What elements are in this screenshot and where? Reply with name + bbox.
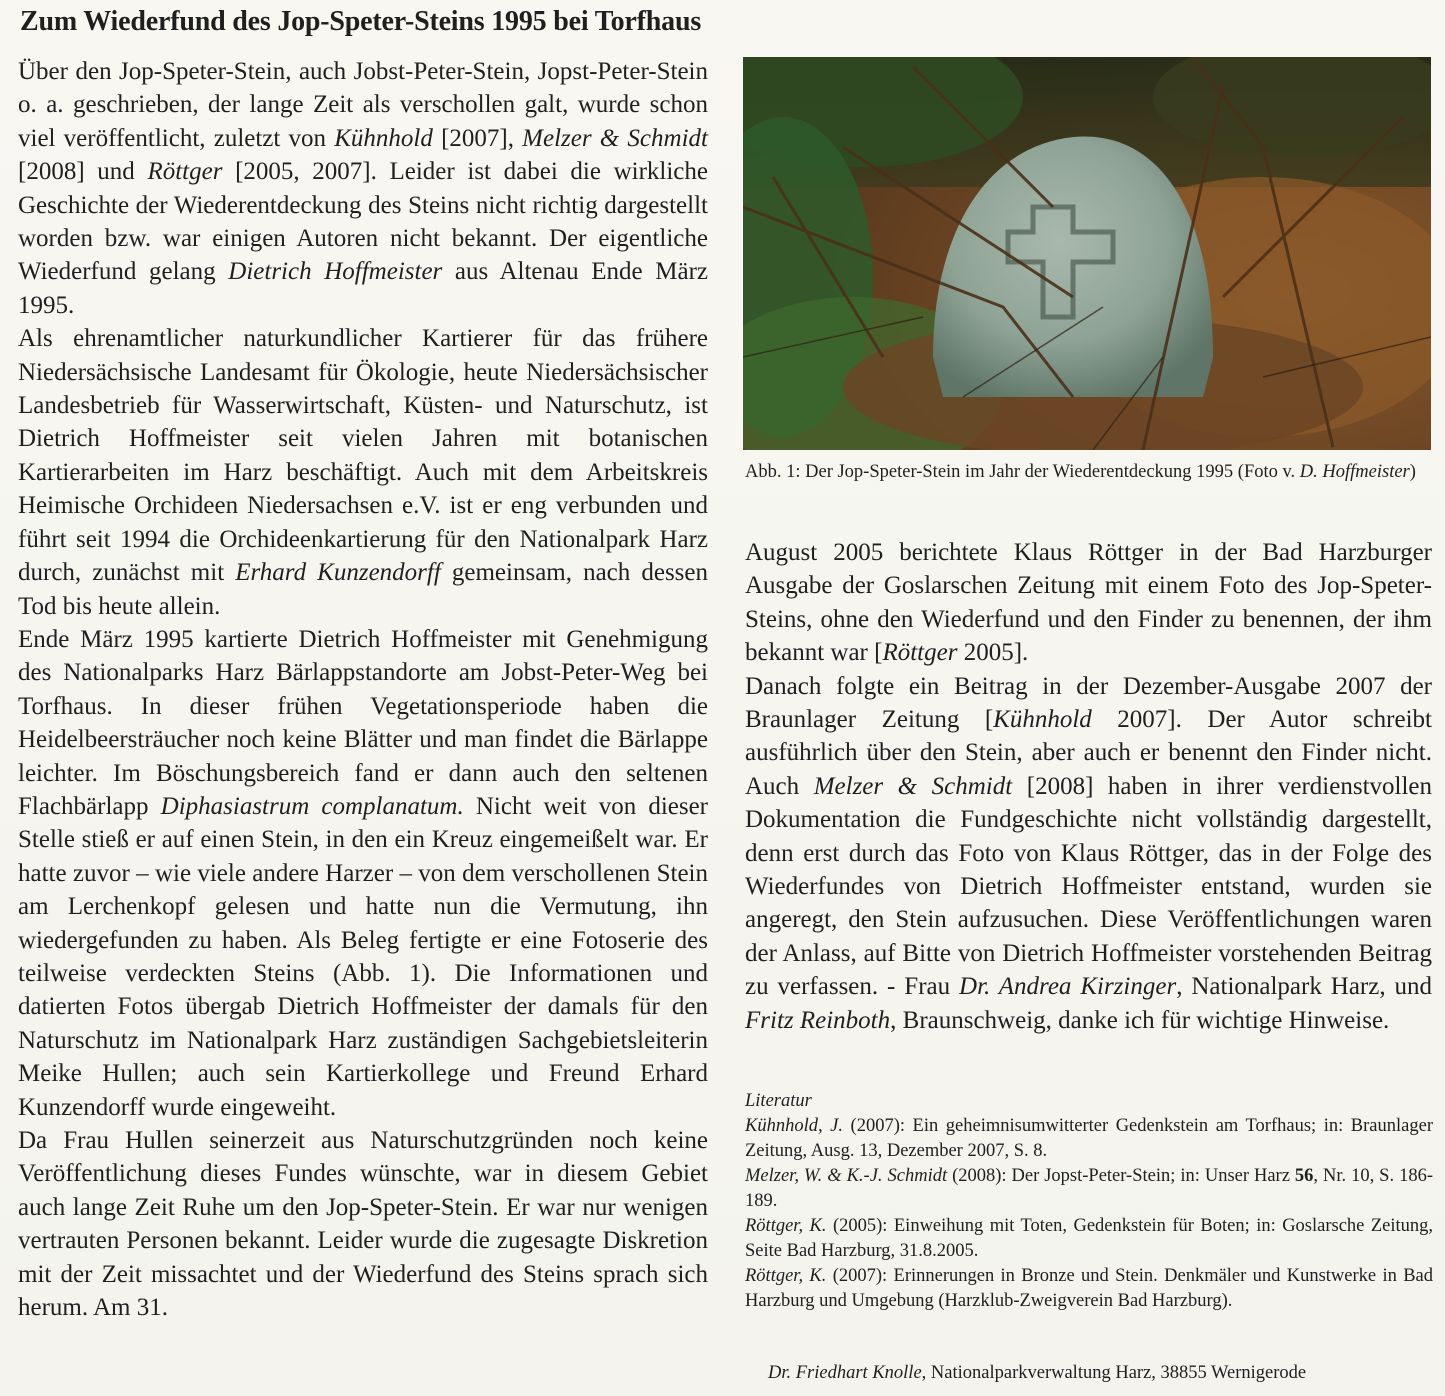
reference-text: (2007): Erinnerungen in Bronze und Stein. Denkmäler und Kunstwerke in Bad Harzburg und Umgebung (Harzklub-Zweigverein Bad Harzburg). <box>745 1266 1433 1311</box>
person-name: Erhard Kunzendorff <box>235 559 441 587</box>
reference-author: Melzer, W. & K.-J. Schmidt <box>745 1166 948 1186</box>
right-column <box>745 536 1432 1037</box>
reference-text: (2005): Einweihung mit Toten, Gedenkstein für Boten; in: Goslarsche Zeitung, Seite Bad Harzburg, 31.8.2005. <box>745 1216 1434 1261</box>
text-run: gemeinsam, nach dessen Tod bis heute allein. <box>18 559 708 620</box>
reference-author: Kühnhold, J. <box>745 1116 843 1136</box>
text-run: Ende März 1995 kartierte Dietrich Hoffmeister mit Genehmigung des Nationalparks Harz Bärlappstandorte am Jobst-Peter-Weg bei Torfhaus. In dieser frühen Vegetationsperiode haben die Heidelbeersträucher noch keine Blätter und man findet die Bärlappe leichter. Im Böschungsbereich fand er dann auch den seltenen Flachbärlapp <box>18 625 708 820</box>
paragraph <box>18 322 708 623</box>
citation-author: Röttger <box>147 158 223 186</box>
reference-text: (2008): Der Jopst-Peter-Stein; in: Unser Harz <box>947 1166 1295 1186</box>
left-column <box>18 55 708 1324</box>
text-run: [2005, 2007]. Leider ist dabei die wirkliche Geschichte der Wiederentdeckung des Steins nicht richtig dargestellt worden bzw. war einigen Autoren nicht bekannt. Der eigentliche Wiederfund gelang <box>18 158 708 286</box>
reference-item <box>745 1114 1433 1164</box>
citation-author: Kühnhold <box>334 124 433 152</box>
reference-text: , Nr. 10, S. 186-189. <box>745 1166 1433 1211</box>
reference-author: Röttger, K. <box>745 1216 827 1236</box>
reference-author: Röttger, K. <box>745 1266 827 1286</box>
paragraph <box>745 670 1432 1037</box>
text-run: Als ehrenamtlicher naturkundlicher Kartierer für das frühere Niedersächsische Landesamt für Ökologie, heute Niedersächsischer Landesbetrieb für Wasserwirtschaft, Küsten- und Naturschutz, ist Dietrich Hoffmeister seit vielen Jahren mit botanischen Kartierarbeiten im Harz beschäftigt. Auch mit dem Arbeitskreis Heimische Orchideen Niedersachsen e.V. ist er eng verbunden und führt seit 1994 die Orchideenkartierung für den Nationalpark Harz durch, zunächst mit <box>18 325 708 587</box>
author-signature <box>768 1363 1306 1384</box>
caption-text: Abb. 1: Der Jop-Speter-Stein im Jahr der Wiederentdeckung 1995 (Foto v. <box>745 462 1300 482</box>
text-run: , Nationalpark Harz, und <box>1176 973 1432 1001</box>
citation-author: Melzer & Schmidt <box>522 124 708 152</box>
text-run: , Braunschweig, danke ich für wichtige Hinweise. <box>890 1006 1390 1034</box>
author-affiliation: , Nationalparkverwaltung Harz, 38855 Wernigerode <box>921 1363 1307 1383</box>
reference-text: (2007): Ein geheimnisumwitterter Gedenkstein am Torfhaus; in: Braunlager Zeitung, Ausg. 13, Dezember 2007, S. 8. <box>745 1116 1433 1161</box>
reference-item <box>745 1214 1433 1264</box>
article-title: Zum Wiederfund des Jop-Speter-Steins 1995 bei Torfhaus <box>20 6 702 37</box>
text-run: Über den Jop-Speter-Stein, auch Jobst-Peter-Stein, Jopst-Peter-Stein o. a. geschrieben, der lange Zeit als verschollen galt, wurde schon viel veröffentlicht, zuletzt von <box>18 58 708 152</box>
paragraph <box>18 1124 708 1324</box>
text-run: 2007]. Der Autor schreibt ausführlich über den Stein, aber auch er benennt den Finder nicht. Auch <box>745 706 1432 800</box>
literature-heading: Literatur <box>745 1091 812 1111</box>
photo-illustration <box>743 57 1431 450</box>
figure-caption <box>745 459 1435 486</box>
paragraph <box>745 536 1432 670</box>
citation-author: Melzer & Schmidt <box>813 772 1013 800</box>
reference-volume: 56 <box>1294 1166 1314 1186</box>
paragraph <box>18 623 708 1124</box>
person-name: Dr. Andrea Kirzinger <box>959 973 1177 1001</box>
paragraph <box>18 55 708 322</box>
citation-author: Röttger <box>882 639 958 667</box>
text-run: Danach folgte ein Beitrag in der Dezember-Ausgabe 2007 der Braunlager Zeitung [ <box>745 672 1432 734</box>
species-name: Diphasiastrum complanatum. <box>160 792 464 820</box>
text-run: aus Altenau Ende März 1995. <box>18 258 708 319</box>
text-run: 2005]. <box>957 639 1029 667</box>
caption-credit: D. Hoffmeister <box>1299 462 1410 482</box>
text-run: Nicht weit von dieser Stelle stieß er auf einen Stein, in den ein Kreuz eingemeißelt war. Er hatte zuvor – wie viele andere Harzer – von dem verschollenen Stein am Lerchenkopf gelesen und hatte nun die Vermutung, ihn wiedergefunden zu haben. Als Beleg fertigte er eine Fotoserie des teilweise verdeckten Steins (Abb. 1). Die Informationen und datierten Fotos übergab Dietrich Hoffmeister der damals für den Naturschutz im Nationalpark Harz zuständigen Sachgebietsleiterin Meike Hullen; auch sein Kartierkollege und Freund Erhard Kunzendorff wurde eingeweiht. <box>18 792 709 1121</box>
reference-item <box>745 1164 1433 1214</box>
citation-author: Kühnhold <box>993 706 1092 734</box>
text-run: [2008] haben in ihrer verdienstvollen Dokumentation die Fundgeschichte nicht vollständig dargestellt, denn erst durch das Foto von Klaus Röttger, das in der Folge des Wiederfundes von Dietrich Hoffmeister entstand, wurden sie angeregt, den Stein aufzusuchen. Diese Veröffentlichungen waren der Anlass, auf Bitte von Dietrich Hoffmeister vorstehenden Beitrag zu verfassen. - Frau <box>745 772 1433 1001</box>
stone-photo <box>743 57 1431 450</box>
text-run: [2007], <box>432 124 523 152</box>
person-name: Dietrich Hoffmeister <box>228 258 443 286</box>
person-name: Fritz Reinboth <box>745 1006 891 1034</box>
literature-section <box>745 1089 1433 1314</box>
text-run: [2008] und <box>18 158 148 186</box>
reference-item <box>745 1264 1433 1314</box>
author-name: Dr. Friedhart Knolle <box>768 1363 922 1383</box>
text-run: August 2005 berichtete Klaus Röttger in der Bad Harzburger Ausgabe der Goslarschen Zeitung mit einem Foto des Jop-Speter-Steins, ohne den Wiederfund und den Finder zu benennen, der ihm bekannt war [ <box>745 539 1432 667</box>
caption-end: ) <box>1409 462 1416 482</box>
text-run: Da Frau Hullen seinerzeit aus Naturschutzgründen noch keine Veröffentlichung dieses Fundes wünschte, war in diesem Gebiet auch lange Zeit Ruhe um den Jop-Speter-Stein. Er war nur wenigen vertrauten Personen bekannt. Leider wurde die zugesagte Diskretion mit der Zeit missachtet und der Wiederfund des Steins sprach sich herum. Am 31. <box>18 1127 708 1322</box>
